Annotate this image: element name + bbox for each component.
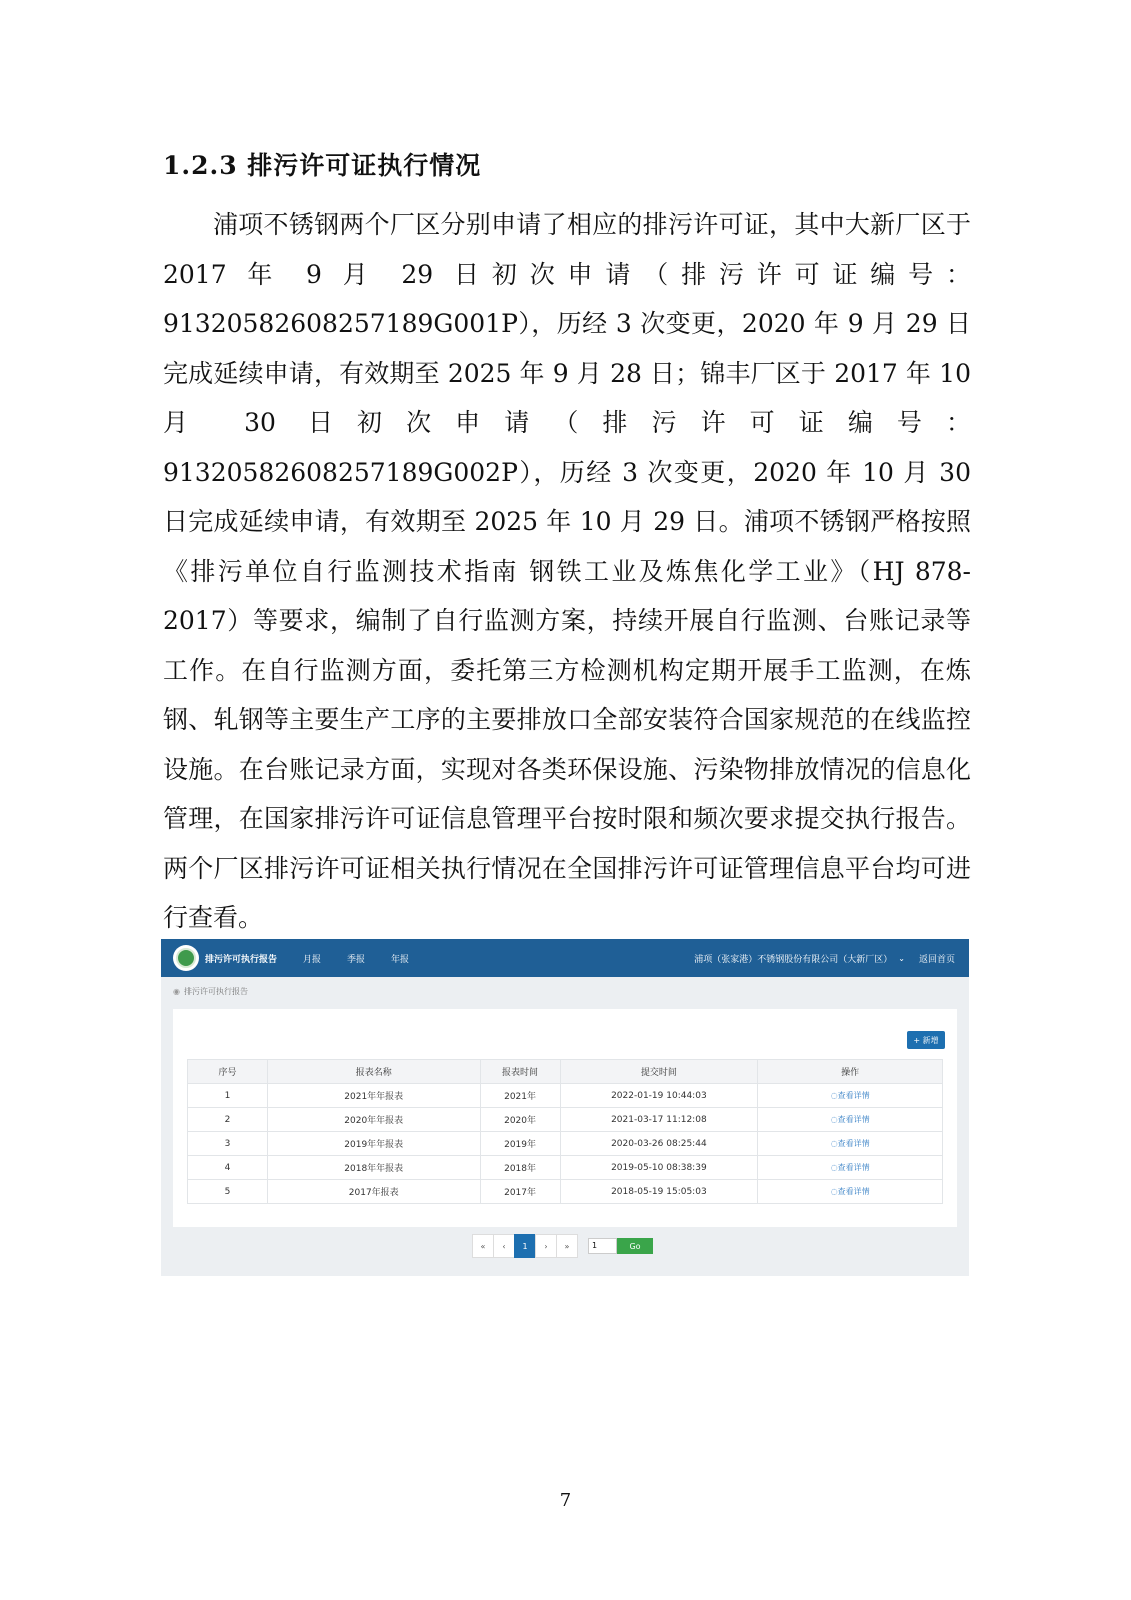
breadcrumb-label: 排污许可执行报告 <box>183 986 248 996</box>
cell-action <box>758 1108 943 1132</box>
view-details-link[interactable]: ◌查看详情 <box>830 1139 870 1148</box>
cell-period: 2021年 <box>480 1084 560 1108</box>
report-table <box>187 1059 943 1204</box>
chevron-down-icon[interactable]: ⌄ <box>898 953 905 963</box>
nav-quarterly[interactable]: 季报 <box>347 954 366 965</box>
col-no: 序号 <box>188 1060 268 1084</box>
section-paragraph: 浦项不锈钢两个厂区分别申请了相应的排污许可证，其中大新厂区于 2017 年 9 月 29 日初次申请（排污许可证编号：91320582608257189G001P），历经 3 次变更，2020 年 9 月 29 日完成延续申请，有效期至 2025 年 9 月 28 日；锦丰厂区于 2017 年 10 月 30 日初次申请（排污许可证编号：91320582608257189G002P），历经 3 次变更，2020 年 10 月 30 日完成延续申请，有效期至 2025 年 10 月 29 日。浦项不锈钢严格按照《排污单位自行监测技术指南 钢铁工业及炼焦化学工业》（HJ 878-2017）等要求，编制了自行监测方案，持续开展自行监测、台账记录等工作。在自行监测方面，委托第三方检测机构定期开展手工监测，在炼钢、轧钢等主要生产工序的主要排放口全部安装符合国家规范的在线监控设施。在台账记录方面，实现对各类环保设施、污染物排放情况的信息化管理，在国家排污许可证信息管理平台按时限和频次要求提交执行报告。两个厂区排污许可证相关执行情况在全国排污许可证管理信息平台均可进行查看。 <box>163 210 971 932</box>
cell-no: 3 <box>188 1132 268 1156</box>
col-submitted: 提交时间 <box>560 1060 758 1084</box>
cell-submitted: 2022-01-19 10:44:03 <box>560 1084 758 1108</box>
view-details-link[interactable]: ◌查看详情 <box>830 1091 870 1100</box>
cell-no: 4 <box>188 1156 268 1180</box>
top-navbar <box>161 939 969 977</box>
cell-action <box>758 1132 943 1156</box>
cell-name: 2019年年报表 <box>267 1132 480 1156</box>
nav-annual[interactable]: 年报 <box>391 954 410 965</box>
company-selector[interactable]: 浦项（张家港）不锈钢股份有限公司（大新厂区） <box>694 954 893 965</box>
cell-submitted: 2019-05-10 08:38:39 <box>560 1156 758 1180</box>
col-action: 操作 <box>758 1060 943 1084</box>
location-icon: ◉ <box>173 986 180 996</box>
cell-name: 2020年年报表 <box>267 1108 480 1132</box>
cell-name: 2021年年报表 <box>267 1084 480 1108</box>
brand-title[interactable]: 排污许可执行报告 <box>205 954 278 965</box>
col-period: 报表时间 <box>480 1060 560 1084</box>
report-screenshot <box>161 939 969 1276</box>
table-row <box>188 1156 943 1180</box>
cell-no: 2 <box>188 1108 268 1132</box>
cell-period: 2018年 <box>480 1156 560 1180</box>
table-row <box>188 1180 943 1204</box>
page-number: 7 <box>559 1490 572 1511</box>
next-page-button[interactable]: › <box>535 1234 557 1258</box>
home-link[interactable]: 返回首页 <box>918 954 955 965</box>
view-details-link[interactable]: ◌查看详情 <box>830 1115 870 1124</box>
pagination <box>473 1234 653 1258</box>
emblem-icon <box>173 945 199 971</box>
cell-no: 1 <box>188 1084 268 1108</box>
cell-action <box>758 1180 943 1204</box>
last-page-button[interactable]: » <box>556 1234 578 1258</box>
current-page-button[interactable]: 1 <box>514 1234 536 1258</box>
page-number-input[interactable]: 1 <box>588 1238 617 1254</box>
prev-page-button[interactable]: ‹ <box>493 1234 515 1258</box>
cell-action <box>758 1156 943 1180</box>
view-details-link[interactable]: ◌查看详情 <box>830 1187 870 1196</box>
cell-period: 2019年 <box>480 1132 560 1156</box>
cell-action <box>758 1084 943 1108</box>
table-row <box>188 1108 943 1132</box>
report-panel <box>173 1009 957 1227</box>
nav-monthly[interactable]: 月报 <box>303 954 322 965</box>
cell-submitted: 2018-05-19 15:05:03 <box>560 1180 758 1204</box>
view-details-link[interactable]: ◌查看详情 <box>830 1163 870 1172</box>
first-page-button[interactable]: « <box>472 1234 494 1258</box>
cell-no: 5 <box>188 1180 268 1204</box>
col-name: 报表名称 <box>267 1060 480 1084</box>
cell-name: 2018年年报表 <box>267 1156 480 1180</box>
cell-period: 2020年 <box>480 1108 560 1132</box>
go-button[interactable]: Go <box>617 1238 653 1254</box>
add-button[interactable]: + 新增 <box>907 1031 945 1049</box>
table-row <box>188 1132 943 1156</box>
cell-name: 2017年报表 <box>267 1180 480 1204</box>
cell-submitted: 2021-03-17 11:12:08 <box>560 1108 758 1132</box>
table-header <box>188 1060 943 1084</box>
cell-period: 2017年 <box>480 1180 560 1204</box>
breadcrumb <box>161 977 969 1005</box>
table-row <box>188 1084 943 1108</box>
cell-submitted: 2020-03-26 08:25:44 <box>560 1132 758 1156</box>
section-heading: 1.2.3 排污许可证执行情况 <box>163 151 482 180</box>
